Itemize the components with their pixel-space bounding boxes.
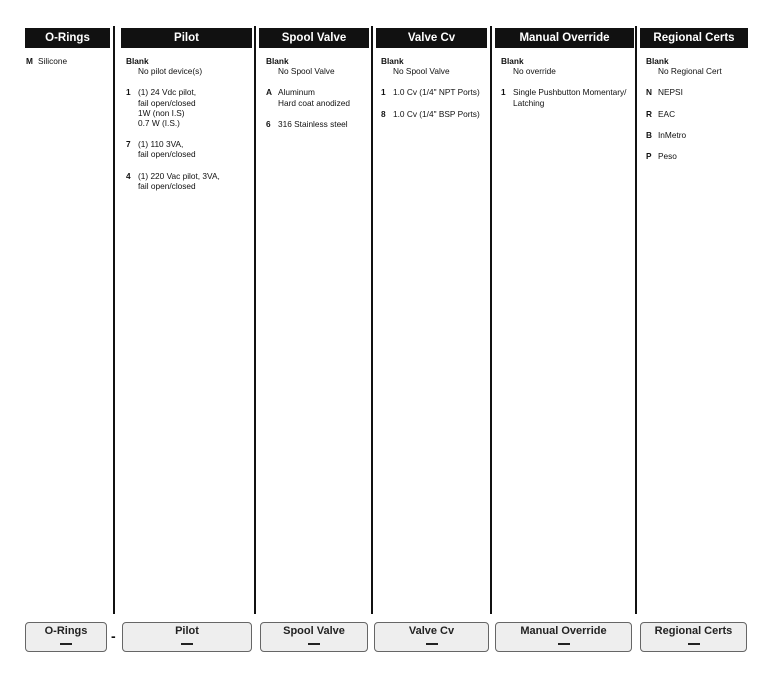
option-description: (1) 220 Vac pilot, 3VA, fail open/closed <box>138 170 220 191</box>
order-code-box-label: O-Rings <box>44 625 88 637</box>
option-description: No pilot device(s) <box>138 66 203 77</box>
option-code: B <box>646 129 652 140</box>
option-item <box>126 87 250 128</box>
order-code-box-label: Spool Valve <box>283 625 345 637</box>
option-description: InMetro <box>658 129 687 140</box>
option-code: 8 <box>381 108 386 119</box>
option-code: M <box>26 56 33 66</box>
order-code-box-o-rings[interactable] <box>25 622 107 652</box>
column-divider <box>490 26 492 614</box>
order-code-box-label: Pilot <box>175 625 199 637</box>
order-code-box-pilot[interactable] <box>122 622 252 652</box>
order-code-box-regional-certs[interactable] <box>640 622 747 652</box>
option-description: EAC <box>658 108 676 119</box>
option-description: No override <box>513 66 556 77</box>
option-code: Blank <box>646 56 669 66</box>
options-list-spool-valve <box>266 56 370 140</box>
column-divider <box>635 26 637 614</box>
column-header-spool-valve: Spool Valve <box>259 28 369 48</box>
option-item <box>381 109 489 119</box>
order-code-box-manual-override[interactable] <box>495 622 632 652</box>
order-code-box-label: Valve Cv <box>408 625 455 637</box>
option-description: NEPSI <box>658 87 683 98</box>
order-code-slot <box>688 643 700 645</box>
option-item <box>501 87 633 107</box>
option-description: (1) 24 Vdc pilot, fail open/closed 1W (non I.S) 0.7 W (I.S.) <box>138 87 197 129</box>
option-item <box>381 56 489 76</box>
option-description: Peso <box>658 151 677 162</box>
option-code: R <box>646 108 652 119</box>
options-list-valve-cv <box>381 56 489 130</box>
option-description: (1) 110 3VA, fail open/closed <box>138 139 196 160</box>
option-code: Blank <box>381 56 404 66</box>
option-item <box>266 87 370 107</box>
option-code: 1 <box>381 87 386 98</box>
options-list-manual-override <box>501 56 633 119</box>
option-description: Aluminum Hard coat anodized <box>278 87 350 108</box>
option-code: 1 <box>126 87 131 98</box>
order-code-separator: - <box>111 628 116 644</box>
column-header-manual-override: Manual Override <box>495 28 634 48</box>
option-code: P <box>646 151 652 162</box>
option-item <box>266 119 370 129</box>
option-item <box>126 171 250 191</box>
option-description: No Spool Valve <box>278 66 335 77</box>
option-description: Silicone <box>38 56 68 66</box>
option-item <box>126 56 250 76</box>
option-description: 1.0 Cv (1/4" NPT Ports) <box>393 87 480 98</box>
options-list-o-rings <box>26 56 110 77</box>
option-code: 1 <box>501 87 506 98</box>
option-description: Single Pushbutton Momentary/ Latching <box>513 87 627 108</box>
order-code-slot <box>181 643 193 645</box>
option-description: No Regional Cert <box>658 66 722 77</box>
order-code-slot <box>558 643 570 645</box>
options-list-pilot <box>126 56 250 202</box>
option-code: 4 <box>126 170 131 181</box>
option-code: 6 <box>266 118 271 129</box>
option-description: 316 Stainless steel <box>278 118 348 129</box>
option-code: Blank <box>501 56 524 66</box>
order-code-box-spool-valve[interactable] <box>260 622 368 652</box>
option-item <box>646 109 756 119</box>
option-item <box>381 87 489 97</box>
order-code-box-valve-cv[interactable] <box>374 622 489 652</box>
option-item <box>501 56 633 76</box>
option-code: N <box>646 87 652 98</box>
order-code-slot <box>426 643 438 645</box>
column-divider <box>254 26 256 614</box>
option-item <box>646 151 756 161</box>
column-divider <box>113 26 115 614</box>
option-item <box>26 56 110 66</box>
option-item <box>266 56 370 76</box>
column-header-pilot: Pilot <box>121 28 252 48</box>
option-description: No Spool Valve <box>393 66 450 77</box>
option-description: 1.0 Cv (1/4" BSP Ports) <box>393 108 480 119</box>
option-item <box>126 139 250 159</box>
option-code: A <box>266 87 272 98</box>
options-list-regional-certs <box>646 56 756 172</box>
order-code-box-label: Manual Override <box>520 625 607 637</box>
column-header-o-rings: O-Rings <box>25 28 110 48</box>
order-code-slot <box>60 643 72 645</box>
option-code: Blank <box>266 56 289 66</box>
option-item <box>646 56 756 76</box>
option-code: Blank <box>126 56 149 66</box>
column-header-valve-cv: Valve Cv <box>376 28 487 48</box>
column-divider <box>371 26 373 614</box>
option-item <box>646 130 756 140</box>
option-code: 7 <box>126 139 131 150</box>
option-item <box>646 87 756 97</box>
column-header-regional-certs: Regional Certs <box>640 28 748 48</box>
order-code-box-label: Regional Certs <box>654 625 733 637</box>
order-code-slot <box>308 643 320 645</box>
